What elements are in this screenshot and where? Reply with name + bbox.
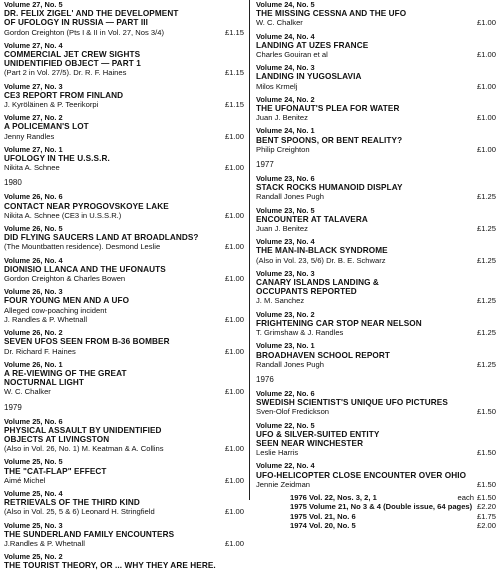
issue-title: DID FLYING SAUCERS LAND AT BROADLANDS? — [4, 233, 199, 243]
issue-volume: Volume 27, No. 5 — [4, 0, 63, 9]
issue-price: £1.15 — [224, 27, 244, 37]
issue-author: J. M. Sanchez — [256, 296, 305, 306]
issue-title: CONTACT NEAR PYROGOVSKOYE LAKE — [4, 201, 169, 211]
issue-title: DR. FELIX ZIGEL' AND THE DEVELOPMENT — [4, 9, 179, 19]
issue-author: (Also in Vol. 25, 5 & 6) Leonard H. Stringfield — [4, 507, 155, 517]
issue-author: J.Randles & P. Whetnall — [4, 538, 85, 548]
issue-entry — [256, 95, 496, 123]
issue-price: £1.00 — [224, 444, 244, 454]
issue-author: W. C. Chalker — [4, 387, 51, 397]
issue-volume: Volume 25, No. 6 — [4, 416, 63, 426]
issue-entry — [256, 63, 496, 91]
issue-volume: Volume 23, No. 5 — [256, 205, 315, 215]
bundle-listing — [256, 521, 496, 530]
year-heading: 1977 — [256, 160, 274, 170]
issue-entry — [4, 360, 244, 397]
issue-entry — [4, 192, 244, 220]
issue-price: £1.00 — [224, 242, 244, 252]
issue-title: A RE-VIEWING OF THE GREAT — [4, 368, 127, 378]
issue-title: SEVEN UFOS SEEN FROM B-36 BOMBER — [4, 337, 170, 347]
issue-entry — [4, 82, 244, 110]
issue-volume: Volume 25, No. 4 — [4, 488, 63, 498]
issue-title: THE MAN-IN-BLACK SYNDROME — [256, 246, 388, 256]
issue-title: UFO-HELICOPTER CLOSE ENCOUNTER OVER OHIO — [256, 470, 467, 480]
issue-price: £1.00 — [224, 314, 244, 324]
issue-title: THE MISSING CESSNA AND THE UFO — [256, 9, 407, 19]
issue-title: ENCOUNTER AT TALAVERA — [256, 214, 368, 224]
issue-author: Jenny Randles — [4, 131, 55, 141]
issue-price: £1.25 — [476, 224, 496, 234]
issue-author: J. Randles & P. Whetnall — [4, 314, 88, 324]
issue-title: A POLICEMAN'S LOT — [4, 122, 89, 132]
issue-price: £1.00 — [224, 131, 244, 141]
issue-volume: Volume 27, No. 1 — [4, 144, 63, 154]
issue-author: Philip Creighton — [256, 144, 310, 154]
issue-title: FOUR YOUNG MEN AND A UFO — [4, 296, 130, 306]
issue-title: LANDING IN YUGOSLAVIA — [256, 72, 362, 82]
left-column — [4, 0, 244, 575]
year-heading: 1979 — [4, 402, 22, 412]
issue-title: STACK ROCKS HUMANOID DISPLAY — [256, 183, 403, 193]
issue-entry — [256, 206, 496, 234]
issue-title: THE UFONAUT'S PLEA FOR WATER — [256, 104, 400, 114]
issue-volume: Volume 24, No. 5 — [256, 0, 315, 9]
issue-title: THE TOURIST THEORY, OR ... WHY THEY ARE HERE. — [4, 561, 216, 571]
issue-author: Alleged cow-poaching incident — [4, 305, 107, 315]
issue-price: £1.00 — [476, 113, 496, 123]
issue-volume: Volume 22, No. 5 — [256, 420, 315, 430]
issue-price: £1.00 — [476, 81, 496, 91]
bundle-price: £1.75 — [476, 511, 496, 521]
issue-title: DIONISIO LLANCA AND THE UFONAUTS — [4, 264, 166, 274]
bundle-listing — [256, 493, 496, 502]
issue-volume: Volume 24, No. 4 — [256, 31, 315, 41]
issue-price: £1.25 — [476, 359, 496, 369]
issue-title: LANDING AT UZES FRANCE — [256, 40, 369, 50]
issue-title: OBJECTS AT LIVINGSTON — [4, 434, 110, 444]
issue-entry — [4, 113, 244, 141]
issue-title: PHYSICAL ASSAULT BY UNIDENTIFIED — [4, 425, 162, 435]
issue-price: £1.00 — [224, 538, 244, 548]
issue-title: RETRIEVALS OF THE THIRD KIND — [4, 498, 140, 508]
issue-entry — [4, 521, 244, 549]
issue-volume: Volume 26, No. 6 — [4, 192, 63, 202]
issue-volume: Volume 22, No. 4 — [256, 461, 315, 471]
issue-title: BROADHAVEN SCHOOL REPORT — [256, 350, 391, 360]
issue-author: Randall Jones Pugh — [256, 359, 324, 369]
issue-entry — [256, 310, 496, 338]
issue-entry — [256, 269, 496, 306]
issue-title: CE3 REPORT FROM FINLAND — [4, 90, 124, 100]
bundle-listing — [256, 512, 496, 521]
issue-entry — [4, 552, 244, 570]
issue-author: Aimé Michel — [4, 475, 46, 485]
issue-volume: Volume 27, No. 2 — [4, 113, 63, 123]
issue-volume: Volume 23, No. 4 — [256, 237, 315, 247]
issue-title: BENT SPOONS, OR BENT REALITY? — [256, 135, 403, 145]
issue-volume: Volume 23, No. 6 — [256, 174, 315, 184]
issue-volume: Volume 24, No. 3 — [256, 63, 315, 73]
issue-title: OF UFOLOGY IN RUSSIA — PART III — [4, 18, 148, 28]
issue-title: OCCUPANTS REPORTED — [256, 287, 357, 297]
bundle-text: 1975 Vol. 21, No. 6 — [290, 511, 356, 521]
issue-title: THE "CAT-FLAP" EFFECT — [4, 466, 107, 476]
issue-volume: Volume 26, No. 2 — [4, 328, 63, 338]
issue-volume: Volume 24, No. 2 — [256, 94, 315, 104]
issue-title: UFO & SILVER-SUITED ENTITY — [256, 429, 380, 439]
issue-volume: Volume 24, No. 1 — [256, 126, 315, 136]
issue-entry — [256, 0, 496, 28]
issue-author: Nikita A. Schnee (CE3 in U.S.S.R.) — [4, 210, 122, 220]
issue-entry — [256, 174, 496, 202]
bundle-each: each — [457, 492, 474, 502]
issue-price: £1.00 — [476, 18, 496, 28]
issue-author: Juan J. Benitez — [256, 224, 308, 234]
issue-entry — [4, 145, 244, 173]
issue-entry — [4, 224, 244, 252]
issue-price: £1.00 — [224, 274, 244, 284]
issue-author: Milos Krmelj — [256, 81, 298, 91]
issue-author: Sven-Olof Fredickson — [256, 407, 330, 417]
issue-volume: Volume 25, No. 2 — [4, 552, 63, 562]
issue-entry — [256, 461, 496, 489]
issue-price: £1.00 — [224, 163, 244, 173]
issue-title: SWEDISH SCIENTIST'S UNIQUE UFO PICTURES — [256, 398, 448, 408]
bundle-text: 1975 Volume 21, No 3 & 4 (Double issue, 64 pages) — [290, 502, 473, 512]
issue-price: £1.00 — [224, 387, 244, 397]
issue-volume: Volume 26, No. 5 — [4, 224, 63, 234]
issue-author: Dr. Richard F. Haines — [4, 346, 76, 356]
right-column — [256, 0, 496, 531]
bundle-price: £2.00 — [476, 521, 496, 531]
year-heading: 1980 — [4, 178, 22, 188]
issue-price: £1.00 — [224, 210, 244, 220]
issue-entry — [256, 421, 496, 458]
issue-volume: Volume 23, No. 3 — [256, 268, 315, 278]
issue-volume: Volume 22, No. 6 — [256, 388, 315, 398]
issue-title: CANARY ISLANDS LANDING & — [256, 278, 379, 288]
issue-author: J. Kyröläinen & P. Teerikorpi — [4, 100, 99, 110]
issue-entry — [4, 287, 244, 324]
issue-entry — [4, 0, 244, 37]
issue-volume: Volume 26, No. 1 — [4, 359, 63, 369]
issue-price: £1.25 — [476, 328, 496, 338]
issue-entry — [256, 341, 496, 369]
issue-author: Jennie Zeidman — [256, 479, 311, 489]
issue-volume: Volume 26, No. 4 — [4, 255, 63, 265]
issue-author: (Part 2 in Vol. 27/5). Dr. R. F. Haines — [4, 68, 127, 78]
issue-author: Juan J. Benitez — [256, 113, 308, 123]
issue-entry — [4, 256, 244, 284]
issue-price: £1.15 — [224, 68, 244, 78]
bundle-price: £1.50 — [476, 492, 496, 502]
issue-price: £1.00 — [224, 475, 244, 485]
bundle-text: 1976 Vol. 22, Nos. 3, 2, 1 — [290, 492, 377, 502]
issue-price: £1.50 — [476, 448, 496, 458]
issue-author: (Also in Vol. 23, 5/6) Dr. B. E. Schwarz — [256, 255, 386, 265]
issue-volume: Volume 25, No. 3 — [4, 520, 63, 530]
issue-author: Gordon Creighton (Pts I & II in Vol. 27, Nos 3/4) — [4, 27, 164, 37]
issue-author: (The Mountbatten residence). Desmond Leslie — [4, 242, 161, 252]
issue-title: UNIDENTIFIED OBJECT — PART 1 — [4, 59, 141, 69]
issue-title: NOCTURNAL LIGHT — [4, 378, 85, 388]
issue-title: FRIGHTENING CAR STOP NEAR NELSON — [256, 318, 422, 328]
issue-volume: Volume 23, No. 1 — [256, 341, 315, 351]
issue-price: £1.50 — [476, 479, 496, 489]
issue-author: T. Grimshaw & J. Randles — [256, 328, 344, 338]
issue-price: £1.25 — [476, 255, 496, 265]
column-divider — [249, 0, 250, 500]
issue-entry — [4, 328, 244, 356]
issue-entry — [4, 489, 244, 517]
issue-entry — [256, 126, 496, 154]
issue-price: £1.25 — [476, 192, 496, 202]
issue-author: Nikita A. Schnee — [4, 163, 60, 173]
issue-title: COMMERCIAL JET CREW SIGHTS — [4, 50, 141, 60]
issue-price: £1.00 — [224, 346, 244, 356]
bundle-price: £2.20 — [476, 502, 496, 512]
issue-author: Gordon Creighton & Charles Bowen — [4, 274, 126, 284]
issue-volume: Volume 27, No. 4 — [4, 40, 63, 50]
issue-entry — [256, 389, 496, 417]
issue-author: Leslie Harris — [256, 448, 299, 458]
issue-title: THE SUNDERLAND FAMILY ENCOUNTERS — [4, 529, 175, 539]
issue-volume: Volume 25, No. 5 — [4, 457, 63, 467]
issue-author: Randall Jones Pugh — [256, 192, 324, 202]
issue-volume: Volume 27, No. 3 — [4, 81, 63, 91]
issue-price: £1.00 — [224, 507, 244, 517]
issue-author: W. C. Chalker — [256, 18, 303, 28]
issue-entry — [4, 41, 244, 78]
bundle-listing — [256, 502, 496, 511]
issue-entry — [4, 417, 244, 454]
issue-author: Charles Gouiran et al — [256, 50, 328, 60]
issue-entry — [4, 457, 244, 485]
issue-entry — [256, 32, 496, 60]
issue-price: £1.50 — [476, 407, 496, 417]
issue-title: SEEN NEAR WINCHESTER — [256, 438, 364, 448]
issue-entry — [256, 237, 496, 265]
issue-author: (Also in Vol. 26, No. 1) M. Keatman & A. Collins — [4, 444, 164, 454]
issue-price: £1.00 — [476, 50, 496, 60]
issue-price: £1.25 — [476, 296, 496, 306]
issue-price: £1.15 — [224, 100, 244, 110]
issue-price: £1.00 — [476, 144, 496, 154]
issue-volume: Volume 23, No. 2 — [256, 309, 315, 319]
year-heading: 1976 — [256, 374, 274, 384]
issue-title: UFOLOGY IN THE U.S.S.R. — [4, 154, 110, 164]
bundle-text: 1974 Vol. 20, No. 5 — [290, 521, 356, 531]
issue-volume: Volume 26, No. 3 — [4, 287, 63, 297]
